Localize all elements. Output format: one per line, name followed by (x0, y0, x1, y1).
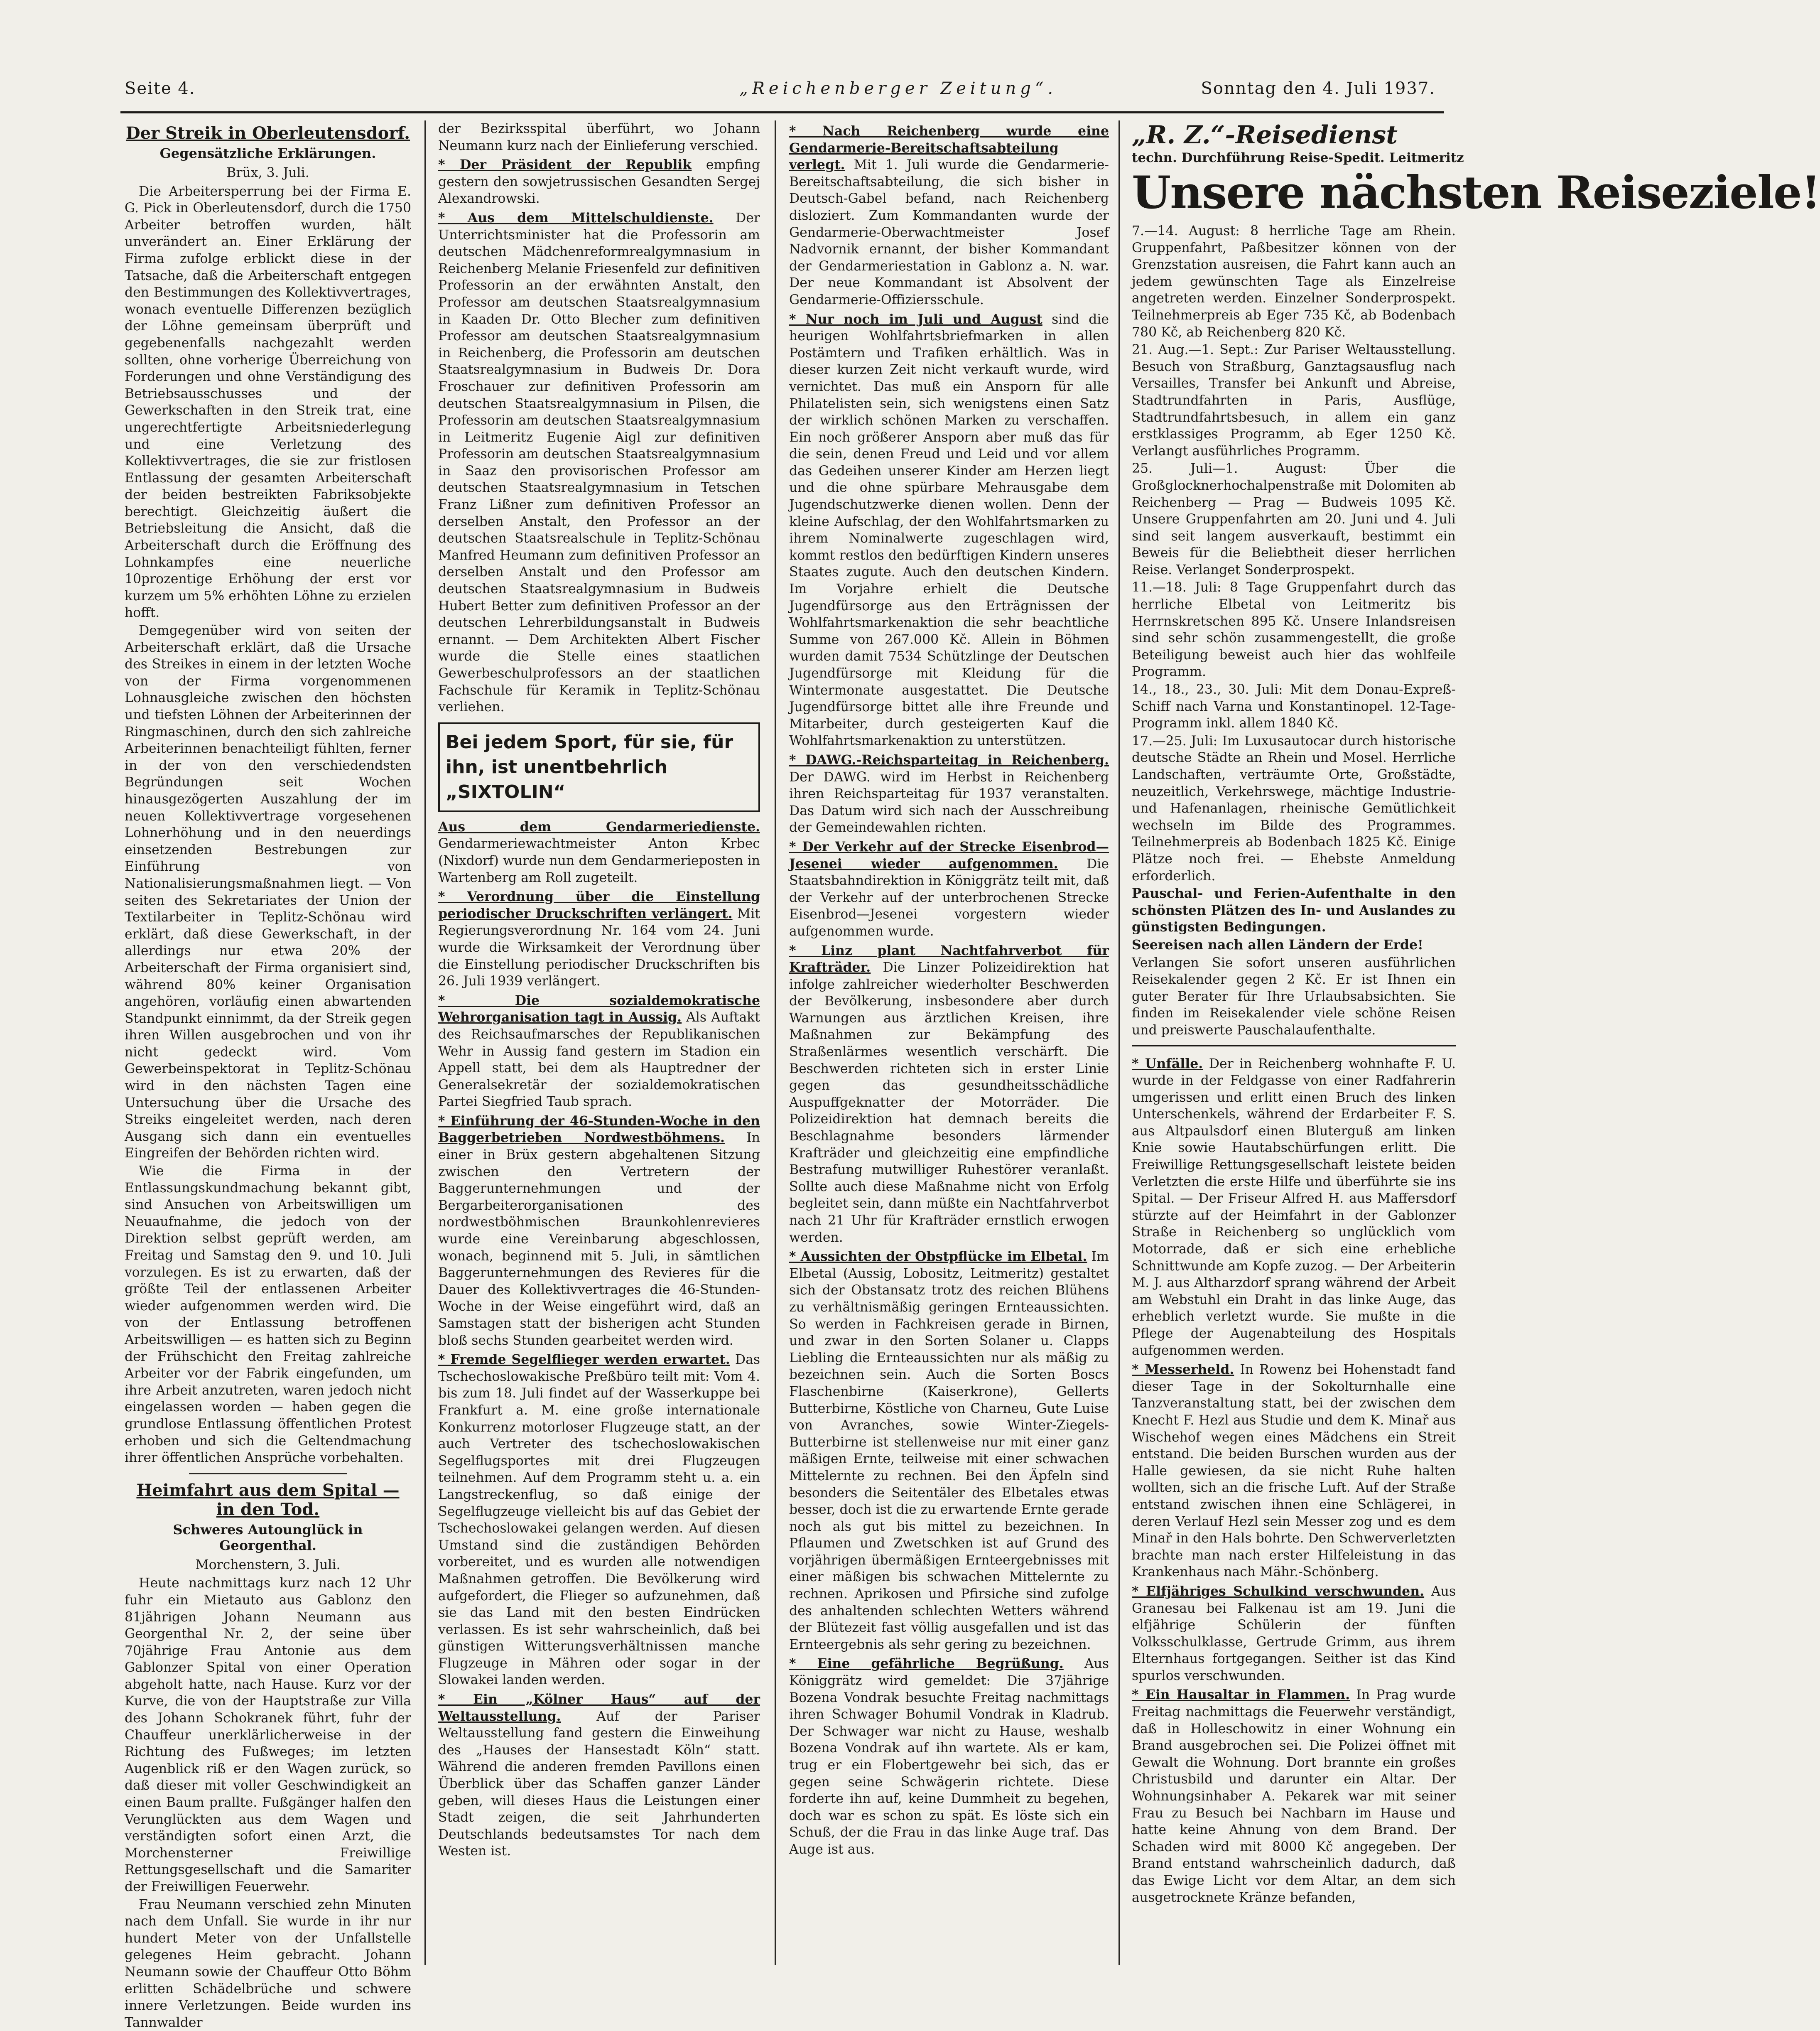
travel-service-advertisement (1132, 120, 1820, 1046)
news-text: Der DAWG. wird im Herbst in Reichenberg ihren Reichsparteitag für 1937 veranstalten. Das Datum wird sich nach der Ausschreibung der Gemeindewahlen richten. (789, 769, 1109, 835)
news-item (1132, 1583, 1456, 1685)
article-subtitle: Gegensätzliche Erklärungen. (159, 145, 376, 161)
news-item (789, 1248, 1109, 1653)
news-item (438, 1113, 760, 1349)
trip-item: 21. Aug.—1. Sept.: Zur Pariser Weltausstellung. Besuch von Straßburg, Ganztagsausflug nach Versailles, Transfer bei Ankunft und Abreise, Stadtrundfahrten in Paris, Ausflüge, Stadtrundfahrtsbesuch, in allem ein ganz erstklassiges Programm, ab Eger 1250 Kč. Verlangt ausführliches Programm. (1132, 342, 1456, 459)
news-text: Gendarmeriewachtmeister Anton Krbec (Nixdorf) wurde nun dem Gendarmerieposten in Wartenberg am Roll zugeteilt. (438, 836, 760, 885)
news-heading: * Ein „Kölner Haus“ auf der Weltausstellung. (438, 1692, 760, 1724)
column-divider (1118, 120, 1120, 1965)
news-text: Die Staatsbahndirektion in Königgrätz teilt mit, daß der Verkehr auf der unterbrochenen Strecke Eisenbrod—Jesenei vorgestern wieder aufgenommen wurde. (789, 856, 1109, 939)
news-text: sind die heurigen Wohlfahrtsbriefmarken in allen Postämtern und Trafiken erhältlich. Was in dieser kurzen Zeit nicht verkauft wurde, wird vernichtet. Das muß ein Ansporn für alle Philatelisten sein, sich wenigstens einen Satz der wirklich schönen Marken zu verschaffen. Ein noch größerer Ansporn aber muß das für die sein, denen Freud und Leid und vor allem das Gedeihen unserer Kinder am Herzen liegt und die ohne spürbare Mehrausgabe dem Jugendschutzwerke dienen wollen. Denn der kleine Aufschlag, der den Wohlfahrtsmarken zu ihrem Nominalwerte zugeschlagen wird, kommt restlos den bedürftigen Kindern unseres Staates zugute. Auch den deutschen Kindern. Im Vorjahre erhielt die Deutsche Jugendfürsorge aus den Erträgnissen der Wohlfahrtsmarkenaktion die sehr beachtliche Summe von 267.000 Kč. Allein in Böhmen wurden damit 7534 Schützlinge der Deutschen Jugendfürsorge mit Kleidung für die Wintermonate ausgestattet. Die Deutsche Jugendfürsorge bittet alle ihre Freunde und Mitarbeiter, durch gesteigerten Kauf die Wohlfahrtsmarkenaktion zu unterstützen. (789, 312, 1109, 749)
news-heading: * Aussichten der Obstpflücke im Elbetal. (789, 1249, 1087, 1265)
news-heading: * Aus dem Mittelschuldienste. (438, 210, 714, 226)
news-heading: * Verordnung über die Einstellung periodischer Druckschriften verlängert. (438, 889, 760, 921)
news-text: Aus Granesau bei Falkenau ist am 19. Juni die elfjährige Schülerin der fünften Volksschulklasse, Gertrude Grimm, aus ihrem Elternhaus fortgegangen. Seither ist das Kind spurlos verschwunden. (1132, 1584, 1456, 1683)
paragraph: Wie die Firma in der Entlassungskundmachung bekannt gibt, sind Ansuchen von Arbeitswilligen um Neuaufnahme, die jedoch von der Direktion selbst geprüft werden, am Freitag und Samstag den 9. und 10. Juli vorzulegen. Es ist zu erwarten, daß der größte Teil der entlassenen Arbeiter wieder aufgenommen werden wird. Die von der Entlassung betroffenen Arbeitswilligen — es hatten sich zu Beginn der Frühschicht den Freitag zahlreiche Arbeiter vor der Fabrik eingefunden, um ihre Arbeit anzutreten, waren jedoch nicht eingelassen worden — haben gegen die grundlose Entlassung öffentlichen Protest erhoben und sich die Geltendmachung ihrer öffentlichen Ansprüche vorbehalten. (125, 1164, 411, 1466)
news-text: Auf der Pariser Weltausstellung fand gestern die Einweihung des „Hauses der Hansestadt Köln“ statt. Während die anderen fremden Pavillons einen Überblick über das Schaffen ganzer Länder geben, will dieses Haus die Leistungen einer Stadt zeigen, die seit Jahrhunderten Deutschlands bedeutsamstes Tor nach dem Westen ist. (438, 1709, 760, 1859)
news-heading: * Elfjähriges Schulkind verschwunden. (1132, 1583, 1425, 1599)
news-text: Mit Regierungsverordnung Nr. 164 vom 24. Juni wurde die Wirksamkeit der Verordnung über die Einstellung periodischer Druckschriften bis 26. Juli 1939 verlängert. (438, 906, 760, 989)
issue-date: Sonntag den 4. Juli 1937. (1201, 79, 1435, 98)
news-item (789, 311, 1109, 749)
paragraph: der Bezirksspital überführt, wo Johann Neumann kurz nach der Einlieferung verschied. (438, 121, 760, 153)
news-item (438, 992, 760, 1110)
news-heading: Aus dem Gendarmeriedienste. (438, 819, 760, 835)
column-1 (125, 120, 411, 2030)
trip-item: 17.—25. Juli: Im Luxusautocar durch historische deutsche Städte an Rhein und Mosel. Herrliche Landschaften, verträumte Orte, Großstädte, neuzeitlich, Verkehrswege, mächtige Industrie- und Hafenanlagen, rheinische Gemütlichkeit wechseln im Bilde des Programmes. Teilnehmerpreis ab Bodenbach 1825 Kč. Einige Plätze noch frei. — Ehebste Anmeldung erforderlich. (1132, 733, 1456, 884)
column-3 (789, 120, 1109, 1965)
trip-item: Pauschal- und Ferien-Aufenthalte in den schönsten Plätzen des In- und Auslandes zu günstigsten Bedingungen. (1132, 886, 1456, 935)
page-header (125, 79, 1435, 108)
news-heading: * Unfälle. (1132, 1056, 1203, 1071)
news-item (438, 1351, 760, 1689)
paragraph: Demgegenüber wird von seiten der Arbeiterschaft erklärt, daß die Ursache des Streikes in einem in der letzten Woche von der Firma vorgenommenen Lohnausgleiche zwischen den höchsten und tiefsten Löhnen der Arbeiterinnen der Ringmaschinen, durch den sich zahlreiche Arbeiterinnen benachteiligt fühlten, ferner in der von den verschiedendsten Begründungen seit Wochen hinausgezögerten Auszahlung der im neuen Kollektivvertrage vorgesehenen Lohnerhöhung und in den neuerdings einsetzenden Bestrebungen zur Einführung von Nationalisierungsmaßnahmen liegt. — Von seiten des Sekretariates der Union der Textilarbeiter in Teplitz-Schönau wird erklärt, daß diese Gewerkschaft, in der allerdings nur etwa 20% der Arbeiterschaft der Firma organisiert sind, während 80% keiner Organisation angehören, vorläufig einen abwartenden Standpunkt einnimmt, da der Streik gegen ihren Willen ausgebrochen und von ihr nicht gedeckt wird. Vom Gewerbeinspektorat in Teplitz-Schönau wird in den nächsten Tagen eine Untersuchung über die Ursache des Streiks eingeleitet werden, nach deren Ausgang sich dann ein eventuelles Eingreifen der Behörden richten wird. (125, 623, 411, 1161)
news-heading: * DAWG.-Reichsparteitag in Reichenberg. (789, 752, 1109, 768)
news-item (789, 943, 1109, 1246)
travel-headline: Unsere nächsten Reiseziele! (1132, 167, 1820, 219)
masthead-title: „Reichenberger Zeitung“. (739, 79, 1057, 98)
news-text: Der in Reichenberg wohnhafte F. U. wurde in der Feldgasse von einer Radfahrerin umgerissen und erlitt einen Bruch des linken Unterschenkels, während der Erdarbeiter F. S. aus Altpaulsdorf einen Bluterguß am linken Knie sowie Hautabschürfungen erlitt. Die Freiwillige Rettungsgesellschaft leistete beiden Verletzten die erste Hilfe und überführte sie ins Spital. — Der Friseur Alfred H. aus Maffersdorf stürzte auf der Heimfahrt in der Gablonzer Straße in Reichenberg so unglücklich vom Motorrade, daß er sich eine erhebliche Schnittwunde am Kopfe zuzog. — Der Arbeiterin M. J. aus Altharzdorf sprang während der Arbeit am Webstuhl ein Draht in das linke Auge, das erheblich verletzt wurde. Sie mußte in die Pflege der Augenabteilung des Hospitals aufgenommen werden. (1132, 1056, 1456, 1358)
article-title: Heimfahrt aus dem Spital — in den Tod. (136, 1480, 400, 1519)
news-item (438, 889, 760, 990)
news-text: empfing gestern den sowjetrussischen Gesandten Sergej Alexandrowski. (438, 157, 760, 206)
news-heading: * Der Präsident der Republik (438, 157, 692, 173)
news-text: Aus Königgrätz wird gemeldet: Die 37jährige Bozena Vondrak besuchte Freitag nachmittags ihren Schwager Bohumil Vondrak in Kladrub. Der Schwager war nicht zu Hause, weshalb Bozena Vondrak auf ihn wartete. Als er kam, trug er ein Flobertgewehr bei sich, das er gegen seine Schwägerin richtete. Diese forderte ihn auf, keine Dummheit zu begehen, doch war es schon zu spät. Es löste sich ein Schuß, der die Frau in das linke Auge traf. Das Auge ist aus. (789, 1656, 1109, 1857)
news-text: Das Tschechoslowakische Preßbüro teilt mit: Vom 4. bis zum 18. Juli findet auf der Wasserkuppe bei Frankfurt a. M. eine große internationale Konkurrenz motorloser Flugzeuge statt, an der auch Vertreter des tschechoslowakischen Segelflugsportes mit drei Flugzeugen teilnehmen. Auf dem Programm steht u. a. ein Langstreckenflug, so daß einige der Segelflugzeuge vielleicht bis auf das Gebiet der Tschechoslowakei gelangen werden. Auf diesen Umstand sind die zuständigen Behörden vorbereitet, und es wurden alle notwendigen Maßnahmen getroffen. Die Bevölkerung wird aufgefordert, die Flieger so aufzunehmen, daß sie das Land mit den besten Eindrücken verlassen. Es ist sehr wahrscheinlich, daß bei günstigen Witterungsverhältnissen manche Flugzeuge in Mähren oder sogar in der Slowakei landen werden. (438, 1352, 760, 1688)
news-text: Im Elbetal (Aussig, Lobositz, Leitmeritz) gestaltet sich der Obstansatz trotz des reichen Blühens zu verhältnismäßig geringen Ernteaussichten. So werden in Fachkreisen gerade in Birnen, und zwar in den Sorten Solaner u. Clapps Liebling die Ernteaussichten nur als mäßig zu bezeichnen sein. Auch die Sorten Boscs Flaschenbirne (Kaiserkrone), Gellerts Butterbirne, Köstliche von Charneu, Gute Luise von Avranches, sowie Winter-Ziegels-Butterbirne ist stellenweise nur mit einer ganz mäßigen Ernte, teilweise mit einer schwachen Mittelernte zu rechnen. Bei den Äpfeln sind besonders die Seitentäler des Elbetales etwas besser, doch ist die zu erwartende Ernte gerade noch als gut bis mittel zu bezeichnen. In Pflaumen und Zwetschken ist auf Grund des vorjährigen übermäßigen Ernteergebnisses mit einer mäßigen bis schwachen Mittelernte zu rechnen. Aprikosen und Pfirsiche sind zufolge des anhaltenden schlechten Wetters während der Blütezeit fast völlig ausgefallen und ist das Ernteergebnis als sehr gering zu bezeichnen. (789, 1249, 1109, 1652)
news-item (1132, 1361, 1456, 1581)
article-subtitle: Schweres Autounglück in Georgenthal. (173, 1521, 363, 1553)
news-item (789, 123, 1109, 309)
trip-item: 7.—14. August: 8 herrliche Tage am Rhein. Gruppenfahrt, Paßbesitzer können von der Grenzstation ausreisen, die Fahrt kann auch an jedem gewünschten Tage als Einzelreise angetreten werden. Einzelner Sonderprospekt. Teilnehmerpreis ab Eger 735 Kč, ab Bodenbach 780 Kč, ab Reichenberg 820 Kč. (1132, 223, 1456, 340)
news-item (1132, 1056, 1456, 1359)
news-heading: * Einführung der 46-Stunden-Woche in den Baggerbetrieben Nordwestböhmens. (438, 1113, 760, 1146)
article-separator (189, 1473, 347, 1474)
news-heading: * Fremde Segelflieger werden erwartet. (438, 1352, 730, 1368)
column-4 (1132, 120, 1820, 1965)
news-text: Mit 1. Juli wurde die Gendarmerie-Bereitschaftsabteilung, die sich bisher in Deutsch-Gabel befand, nach Reichenberg disloziert. Zum Kommandanten wurde der Gendarmerie-Oberwachtmeister Josef Nadvornik ernannt, der bisher Kommandant der Gendarmeriestation in Gablonz a. N. war. Der neue Kommandant ist Absolvent der Gendarmerie-Offiziersschule. (789, 157, 1109, 307)
news-text: Der Unterrichtsminister hat die Professorin am deutschen Mädchenreformrealgymnasium in Reichenberg Melanie Friesenfeld zur definitiven Professorin an der erwähnten Anstalt, den Professor am deutschen Staatsrealgymnasium in Kaaden Dr. Otto Blecher zum definitiven Professor am deutschen Staatsrealgymnasium in Reichenberg, die Professorin am deutschen Staatsrealgymnasium in Budweis Dr. Dora Froschauer zur definitiven Professorin am deutschen Staatsrealgymnasium in Pilsen, die Professorin am deutschen Staatsrealgymnasium in Leitmeritz Eugenie Aigl zur definitiven Professorin am deutschen Staatsrealgymnasium in Saaz den provisorischen Professor am deutschen Staatsrealgymnasium in Tetschen Franz Lißner zum definitiven Professor an derselben Anstalt, den Professor an der deutschen Staatsrealschule in Teplitz-Schönau Manfred Heumann zum definitiven Professor an derselben Anstalt und den Professor am deutschen Staatsrealgymnasium in Budweis Hubert Better zum definitiven Professor an der deutschen Lehrerbildungsanstalt in Budweis ernannt. — Dem Architekten Albert Fischer wurde die Stelle eines staatlichen Gewerbeschulprofessors an der staatlichen Fachschule für Keramik in Teplitz-Schönau verliehen. (438, 210, 760, 715)
column-divider (424, 120, 426, 1965)
news-heading: * Der Verkehr auf der Strecke Eisenbrod—Jesenei wieder aufgenommen. (789, 839, 1109, 872)
dateline: Brüx, 3. Juli. (226, 165, 309, 180)
page-number: Seite 4. (125, 79, 196, 98)
news-text: In einer in Brüx gestern abgehaltenen Sitzung zwischen den Vertretern der Baggerunternehmungen und der Bergarbeiterorganisationen des nordwestböhmischen Braunkohlenrevieres wurde eine Vereinbarung abgeschlossen, wonach, beginnend mit 5. Juli, in sämtlichen Baggerunternehmungen des Revieres für die Dauer des Kollektivvertrages die 46-Stunden-Woche in der Weise eingeführt wird, daß an Samstagen statt der bisherigen acht Stunden bloß sechs Stunden gearbeitet werden wird. (438, 1130, 760, 1348)
news-heading: * Nach Reichenberg wurde eine Gendarmerie-Bereitschaftsabteilung verlegt. (789, 123, 1109, 173)
news-item (1132, 1687, 1456, 1906)
news-text: Die Linzer Polizeidirektion hat infolge zahlreicher wiederholter Beschwerden der Bevölkerung, insbesondere aber durch Warnungen aus ärztlichen Kreisen, ihre Maßnahmen zur Bekämpfung des Straßenlärmes wesentlich verschärft. Die Beschwerden richteten sich in erster Linie gegen das gesundheitsschädliche Auspuffgeknatter der Motorräder. Die Polizeidirektion hat demnach bereits die Beschlagnahme besonders lärmender Krafträder und gleichzeitig eine empfindliche Bestrafung mutwilliger Ruhestörer veranlaßt. Sollte auch diese Maßnahme nicht von Erfolg begleitet sein, dann müßte ein Nachtfahrverbot nach 21 Uhr für Krafträder ernstlich erwogen werden. (789, 960, 1109, 1245)
paragraph: Die Arbeitersperrung bei der Firma E. G. Pick in Oberleutensdorf, durch die 1750 Arbeiter betroffen wurden, hält unverändert an. Einer Erklärung der Firma zufolge erblickt diese in der Tatsache, daß die Arbeiterschaft entgegen den Bestimmungen des Kollektivvertrages, wonach eventuelle Differenzen bezüglich der Löhne gemeinsam überprüft und gegebenenfalls nachgezahlt werden sollten, ohne vorherige Überreichung von Forderungen und ohne Verständigung des Betriebsausschusses und der Gewerkschaften in den Streik trat, eine ungerechtfertigte Arbeitsniederlegung und eine Verletzung des Kollektivvertrages, die sie zur fristlosen Entlassung der gesamten Arbeiterschaft der beiden bestreikten Fabriksobjekte berechtigt. Gleichzeitig äußert die Betriebsleitung die Ansicht, daß die Arbeiterschaft durch die Eröffnung des Lohnkampfes eine neuerliche 10prozentige Erhöhung der erst vor kurzem um 5% erhöhten Löhne zu erzielen hofft. (125, 184, 411, 621)
column-divider (775, 120, 776, 1965)
trip-item: 11.—18. Juli: 8 Tage Gruppenfahrt durch das herrliche Elbetal von Leitmeritz bis Herrnskretschen 895 Kč. Unsere Inlandsreisen sind sehr schön zusammengestellt, die große Beteiligung beweist auch hier das wohlfeile Programm. (1132, 580, 1456, 680)
news-text: In Rowenz bei Hohenstadt fand dieser Tage in der Sokolturnhalle eine Tanzveranstaltung statt, bei der zwischen dem Knecht F. Hezl aus Studie und dem K. Minař aus Wischehof wegen eines Mädchens ein Streit entstand. Die beiden Burschen wurden aus der Halle gewiesen, da sie nicht Ruhe halten wollten, sich an die frische Luft. Auf der Straße entstand zwischen ihnen eine Schlägerei, in deren Verlauf Hezl sein Messer zog und es dem Minař in den Hals bohrte. Den Schwerverletzten brachte man nach erster Hilfeleistung in das Krankenhaus nach Mähr.-Schönberg. (1132, 1362, 1456, 1580)
article-title: Der Streik in Oberleutensdorf. (125, 123, 410, 143)
news-heading: * Eine gefährliche Begrüßung. (789, 1656, 1064, 1672)
news-item (438, 1691, 760, 1860)
news-item (438, 210, 760, 716)
news-item (789, 839, 1109, 940)
column-2 (438, 120, 760, 1965)
trip-item: 14., 18., 23., 30. Juli: Mit dem Donau-Expreß-Schiff nach Varna und Konstantinopel. 12-Tage-Programm inkl. allem 1840 Kč. (1132, 682, 1456, 731)
paragraph: Heute nachmittags kurz nach 12 Uhr fuhr ein Mietauto aus Gablonz den 81jährigen Johann Neumann aus Georgenthal Nr. 2, der seine über 70jährige Frau Antonie aus dem Gablonzer Spital von einer Operation abgeholt hatte, nach Hause. Kurz vor der Kurve, die von der Hauptstraße zur Villa des Johann Schokranek führt, fuhr der Chauffeur unerklärlicherweise in der Richtung des Fußweges; im letzten Augenblick riß er den Wagen zurück, so daß dieser mit voller Geschwindigkeit an einen Baum prallte. Fußgänger halfen den Verunglückten aus dem Wagen und verständigten sofort einen Arzt, die Morchensterner Freiwillige Rettungsgesellschaft und die Samariter der Freiwilligen Feuerwehr. (125, 1576, 411, 1894)
news-item (438, 157, 760, 207)
news-heading: * Ein Hausaltar in Flammen. (1132, 1687, 1350, 1703)
header-rule (120, 111, 1444, 113)
paragraph: Frau Neumann verschied zehn Minuten nach dem Unfall. Sie wurde in ihr nur hundert Meter von der Unfallstelle gelegenes Heim gebracht. Johann Neumann sowie der Chauffeur Otto Böhm erlitten Schädelbrüche und schwere innere Verletzungen. Beide wurden ins Tannwalder (125, 1897, 411, 2030)
news-item (789, 1655, 1109, 1858)
trip-item: Verlangen Sie sofort unseren ausführlichen Reisekalender gegen 2 Kč. Er ist Ihnen ein guter Berater für Ihre Urlaubsabsichten. Sie finden im Reisekalender viele schöne Reisen und preiswerte Pauschalaufenthalte. (1132, 955, 1456, 1038)
news-item (789, 752, 1109, 836)
dateline: Morchenstern, 3. Juli. (195, 1557, 341, 1572)
news-heading: * Die sozialdemokratische Wehrorganisation tagt in Aussig. (438, 992, 760, 1025)
advertisement-sixtolin: Bei jedem Sport, für sie, für ihn, ist unentbehrlich „SIXTOLIN“ (438, 722, 760, 812)
news-text: Als Auftakt des Reichsaufmarsches der Republikanischen Wehr in Aussig fand gestern im Stadion ein Appell statt, bei dem als Hauptredner der Generalsekretär der sozialdemokratischen Partei Siegfried Taub sprach. (438, 1010, 760, 1110)
news-heading: * Linz plant Nachtfahrverbot für Krafträder. (789, 943, 1109, 975)
trip-item: 25. Juli—1. August: Über die Großglocknerhochalpenstraße mit Dolomiten ab Reichenberg — Prag — Budweis 1095 Kč. Unsere Gruppenfahrten am 20. Juni und 4. Juli sind seit langem ausverkauft, bestimmt ein Beweis für die Beliebtheit dieser herrlichen Reise. Verlanget Sonderprospekt. (1132, 461, 1456, 577)
news-item (438, 819, 760, 886)
trip-item: Seereisen nach allen Ländern der Erde! (1132, 937, 1423, 953)
news-heading: * Messerheld. (1132, 1362, 1234, 1378)
news-heading: * Nur noch im Juli und August (789, 311, 1042, 327)
travel-service-title: „R. Z.“-Reisedienst (1132, 120, 1398, 150)
travel-service-subtitle: techn. Durchführung Reise-Spedit. Leitmeritz (1132, 150, 1464, 165)
news-text: In Prag wurde Freitag nachmittags die Feuerwehr verständigt, daß in Holleschowitz in einer Wohnung ein Brand ausgebrochen sei. Die Polizei öffnet mit Gewalt die Wohnung. Dort brannte ein großes Christusbild und darunter ein Altar. Der Wohnungsinhaber A. Pekarek war mit seiner Frau zu Besuch bei Nachbarn im Hause und hatte keine Ahnung von dem Brand. Der Schaden wird mit 8000 Kč angegeben. Der Brand entstand wahrscheinlich dadurch, daß das Ewige Licht vor dem Altar, an dem sich ausgetrocknete Kränze befanden, (1132, 1687, 1456, 1905)
